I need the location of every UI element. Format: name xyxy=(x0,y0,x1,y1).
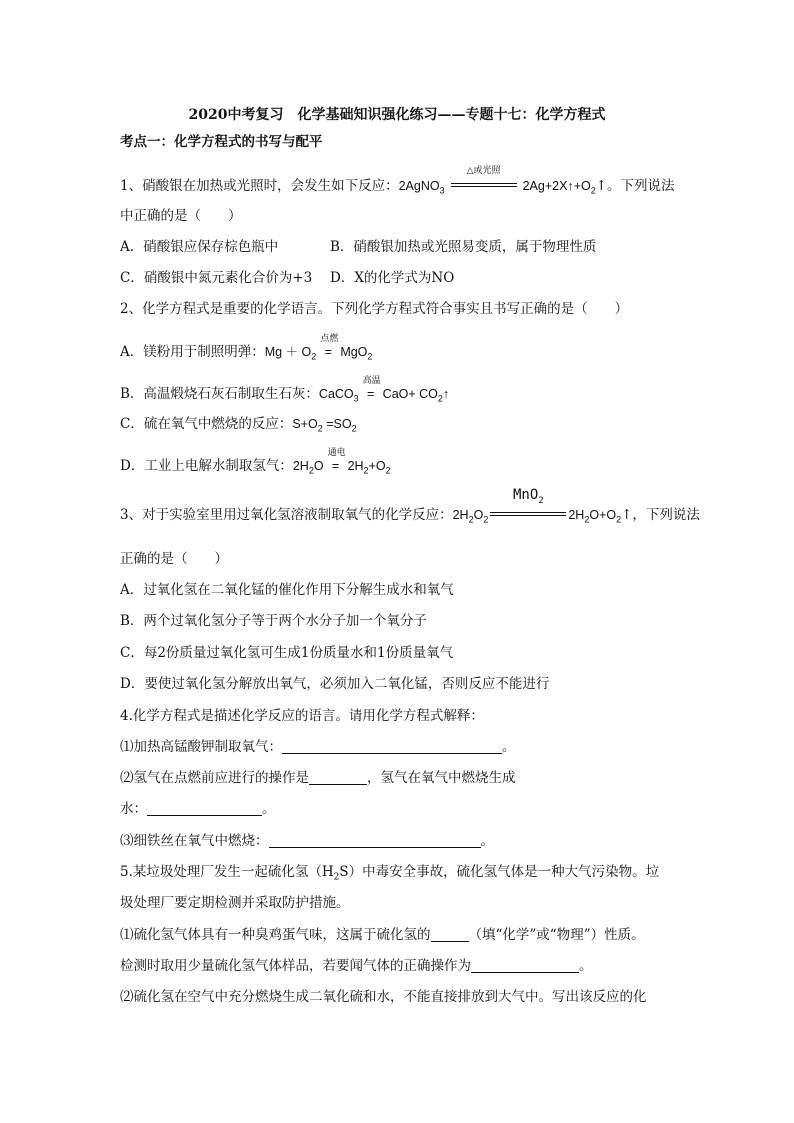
q2-option-b-formula: CaCO$_3$ 高温 = $CaO+ CO_2↑$ xyxy=(318,375,450,404)
q2-option-c-text: C．硫在氧气中燃烧的反应： xyxy=(120,416,293,432)
q4-answer-blank-3[interactable] xyxy=(147,801,262,816)
q1-stem-tail: ↑。下列说法 xyxy=(595,178,675,194)
question-3-stem xyxy=(120,487,700,530)
q4-part-2: ⑵氢气在点燃前应进行的操作是 ，氢气在氧气中燃烧生成 xyxy=(120,770,516,786)
q2-option-a xyxy=(120,333,373,367)
q4-answer-blank-2[interactable] xyxy=(309,770,367,785)
question-1-stem-cont: 中正确的是（ ） xyxy=(120,208,242,224)
q3-option-b: B．两个过氧化氢分子等于两个水分子加一个氧分子 xyxy=(120,613,427,629)
page-title: 2020中考复习 化学基础知识强化练习——专题十七：化学方程式 xyxy=(188,107,606,123)
q1-stem-text: 1、硝酸银在加热或光照时，会发生如下反应： xyxy=(120,178,399,194)
q2-option-b xyxy=(120,375,450,409)
q2-option-d xyxy=(120,447,391,481)
q2-option-a-text: A．镁粉用于制照明弹： xyxy=(120,344,265,360)
question-1-stem xyxy=(120,166,675,201)
q1-option-c: C．硝酸银中氮元素化合价为+3 xyxy=(120,270,313,286)
q2-option-b-text: B．高温煅烧石灰石制取生石灰： xyxy=(120,386,319,402)
q3-option-d: D．要使过氧化氢分解放出氧气，必须加入二氧化锰，否则反应不能进行 xyxy=(120,676,550,692)
q2-option-a-formula: $Mg + O_2$ 点燃 = MgO$_2$ xyxy=(264,333,373,362)
question-5-stem-cont: 圾处理厂要定期检测并采取防护措施。 xyxy=(120,895,350,911)
q1-product: $2Ag+2X↑+O_2$ xyxy=(522,179,596,196)
q3-catalyst-condition: MnO$_2$ xyxy=(490,505,566,525)
q2-option-d-formula: $2H_2O$ 通电 = $2H_2+O_2$ xyxy=(292,447,391,476)
q4-answer-blank-4[interactable] xyxy=(269,833,481,848)
q5-part-2: ⑵硫化氢在空气中充分燃烧生成二氧化硫和水，不能直接排放到大气中。写出该反应的化 xyxy=(120,989,647,1005)
q4-answer-blank-1[interactable] xyxy=(282,739,502,754)
q5-part-1: ⑴硫化氢气体具有一种臭鸡蛋气味，这属于硫化氢的 （填“化学”或“物理”）性质。 xyxy=(120,927,645,943)
question-4-stem: 4.化学方程式是描述化学反应的语言。请用化学方程式解释： xyxy=(120,708,484,724)
q1-option-b: B．硝酸银加热或光照易变质，属于物理性质 xyxy=(330,239,597,255)
q1-option-a: A．硝酸银应保存棕色瓶中 xyxy=(120,239,279,255)
q4-part-3: ⑶细铁丝在氧气中燃烧： 。 xyxy=(120,833,494,849)
q5-answer-blank-1[interactable] xyxy=(431,927,469,942)
q1-reaction-condition: △或光照 xyxy=(451,176,517,196)
q1-option-d: D．X的化学式为NO xyxy=(330,270,455,286)
section-heading: 考点一：化学方程式的书写与配平 xyxy=(120,134,323,150)
q1-reactant: 2AgNO$_3$ xyxy=(398,179,445,196)
q5-answer-blank-2[interactable] xyxy=(471,958,579,973)
q4-part-2-cont: 水： 。 xyxy=(120,801,276,817)
q3-stem-text: 3、对于实验室里用过氧化氢溶液制取氧气的化学反应： xyxy=(120,507,453,523)
q3-option-a: A．过氧化氢在二氧化锰的催化作用下分解生成水和氧气 xyxy=(120,582,454,598)
question-2-stem: 2、化学方程式是重要的化学语言。下列化学方程式符合事实且书写正确的是（ ） xyxy=(120,301,629,317)
q3-option-c: C．每2份质量过氧化氢可生成1份质量水和1份质量氧气 xyxy=(120,645,454,661)
q5-part-1-cont: 检测时取用少量硫化氢气体样品，若要闻气体的正确操作为 。 xyxy=(120,958,593,974)
q3-reactant: $2H_2O_2$ xyxy=(452,508,489,525)
q2-option-c xyxy=(120,414,357,439)
q4-part-1: ⑴加热高锰酸钾制取氧气： 。 xyxy=(120,739,516,755)
q2-option-c-formula: $S+O_2 =SO_2$ xyxy=(292,417,357,434)
q3-stem-tail: ↑，下列说法 xyxy=(621,507,700,523)
q3-product: $2H_2O+O_2$ xyxy=(568,508,622,525)
question-3-stem-cont: 正确的是（ ） xyxy=(120,551,228,567)
question-5-stem: 5.某垃圾处理厂发生一起硫化氢$(H_2S)$中毒安全事故，硫化氢气体是一种大气污染物。垃 xyxy=(120,864,660,883)
q2-option-d-text: D．工业上电解水制取氢气： xyxy=(120,458,293,474)
